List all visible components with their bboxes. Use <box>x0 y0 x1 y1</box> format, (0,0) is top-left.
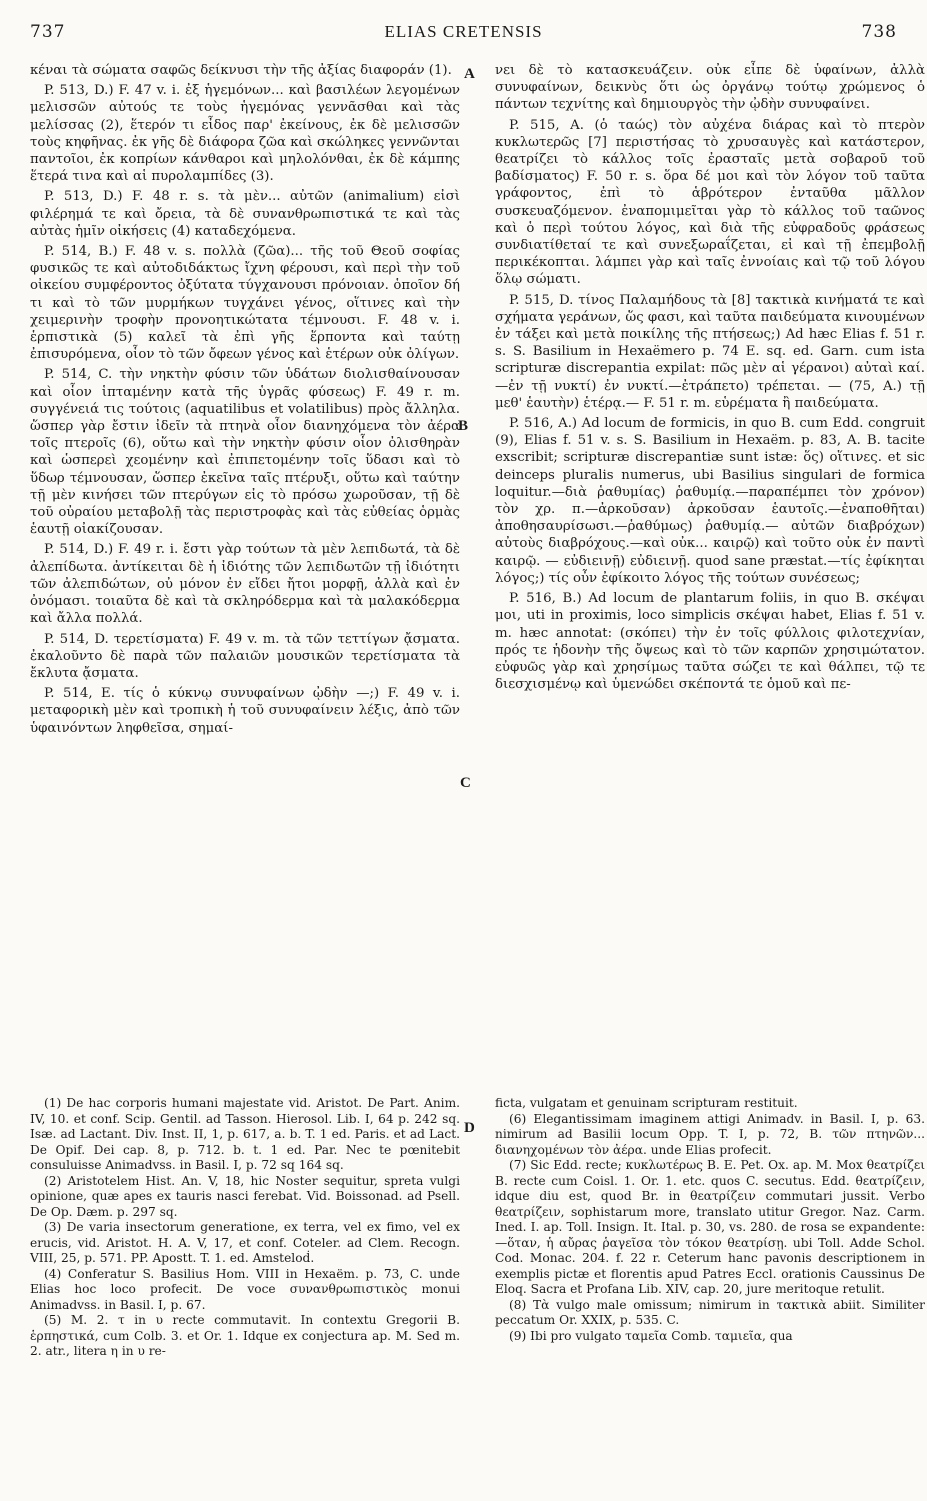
right-text-column <box>495 62 925 693</box>
left-text-column <box>30 62 460 737</box>
margin-letter-c: C <box>460 775 471 791</box>
footnote: (4) Conferatur S. Basilius Hom. VIII in Hexaëm. p. 73, C. unde Elias hoc loco profecit. De voce συνανθρωπιστικὸς monui Animadvss. in Basil. I, p. 67. <box>30 1266 460 1312</box>
margin-letter-a: A <box>464 66 475 82</box>
left-footnotes <box>30 1096 460 1360</box>
margin-letter-b: B <box>458 418 469 434</box>
paragraph: P. 516, B.) Ad locum de plantarum foliis, in quo B. σκέψαι μοι, uti in proximis, loco simplicis σκέψαι habet, Elias f. 51 v. m. hæc annotat: (σκόπει) τὴν ἐν τοῖς φύλλοις φιλοτεχνίαν, πρός τε ἡδονὴν τῆς ὄψεως καὶ τὸ τῶν καρπῶν χρησιμώτατον. εὐφυῶς γὰρ καὶ χρησίμως ταῦτα σώζει τε καὶ θάλπει, τῷ τε διεσχισμένῳ καὶ ὑμενώδει σκέποντά τε ὁμοῦ καὶ πε- <box>495 591 925 693</box>
paragraph: P. 514, D.) F. 49 r. i. ἔστι γὰρ τούτων τὰ μὲν λεπιδωτά, τὰ δὲ ἀλεπίδωτα. ἀντίκειται δὲ ἡ ἰδιότης τῶν λεπιδωτῶν τῇ ἰδιότητι τῶν ἀλεπιδώτων, οὐ μόνον ἐν εἴδει ἤτοι μορφῇ, ἀλλὰ καὶ ἐν ὀνόμασι. τοιαῦτα δὲ καὶ τὰ σκληρόδερμα καὶ τὰ μαλακόδερμα καὶ ἄλλα πολλά. <box>30 542 460 627</box>
paragraph: P. 514, E. τίς ὁ κύκνῳ συνυφαίνων ᾠδὴν —;) F. 49 v. i. μεταφορικὴ μὲν καὶ τροπικὴ ἡ τοῦ συνυφαίνειν λέξις, ἀπὸ τῶν ὑφαινόντων ληφθεῖσα, σημαί- <box>30 686 460 736</box>
footnote: (9) Ibi pro vulgato ταμεῖα Comb. ταμιεῖα, qua <box>509 1328 793 1343</box>
footnote: (3) De varia insectorum generatione, ex terra, vel ex fimo, vel ex erucis, vid. Aristot. H. A. V, 17, et conf. Coteler. ad Clem. Recogn. VIII, 25, p. 571. PP. Apostt. T. 1. ed. Amsteloḋ. <box>30 1220 460 1265</box>
footnote: (8) Τὰ vulgo male omissum; nimirum in τακτικὰ abiit. Similiter peccatum Or. XXIX, p. 535. C. <box>495 1297 925 1327</box>
page-number-right: 738 <box>861 22 897 42</box>
paragraph: P. 513, D.) F. 48 r. s. τὰ μὲν... αὐτῶν (animalium) εἰσὶ φιλέρημά τε καὶ ὄρεια, τὰ δὲ συνανθρωπιστικά τε καὶ τὰς αὐτὰς ἡμῖν οἰκήσεις (4) καταδεχόμενα. <box>30 189 460 239</box>
right-footnotes <box>495 1096 925 1344</box>
paragraph: P. 513, D.) F. 47 v. i. ἐξ ἡγεμόνων... καὶ βασιλέων λεγομένων μελισσῶν αὐτούς τε τοὺς ἡγεμόνας γεννᾶσθαι καὶ τὰς μελίσσας (2), ἕτερόν τι εἶδος παρ' ἐκείνους, ἐκ δὲ μελισσῶν τοὺς κηφῆνας. ἐκ γῆς δὲ διάφορα ζῶα καὶ σκώληκες γεννῶνται παντοῖοι, ἐκ κοπρίων κάνθαροι καὶ μηλολόνθαι, ἐκ δὲ κάμπης ἕτερά τινα καὶ αἱ πυρολαμπίδες (3). <box>30 83 460 185</box>
running-title: ELIAS CRETENSIS <box>384 22 543 41</box>
footnote: (1) De hac corporis humani majestate vid. Aristot. De Part. Anim. IV, 10. et conf. Scip. Gentil. ad Tasson. Hierosol. Lib. I, 64 p. 242 sq. Isæ. ad Lactant. Div. Inst. II, 1, p. 617, a. b. T. 1 ed. Paris. et ad Lact. De Opif. Dei cap. 8, p. 712. b. t. 1 ed. Par. Nec te pœnitebit consuluisse Animadvss. in Basil. I, p. 72 sq 164 sq. <box>30 1096 460 1172</box>
page-number-left: 737 <box>30 22 66 42</box>
paragraph: P. 516, A.) Ad locum de formicis, in quo B. cum Edd. congruit (9), Elias f. 51 v. s. S. Basilium in Hexaëm. p. 83, A. B. tacite exscribit; scripturæ discrepantiæ sunt istæ: ὅς) οἵτινες. et sic deinceps pluralis numerus, ubi Basilius singulari de formica loquitur.—διὰ ῥαθυμίας) ῥαθυμίᾳ.—παραπέμπει τὸν χρόνον) τὸν χρ. π.—ἀρκοῦσαν) ἀρκοῦσαν ἑαυτοῖς.—ἐναποθῆται) ἀποθησαυρίσωσι.—ῥαθύμως) ῥαθυμίᾳ.— αὐτῶν διαβρόχων) αὐτοὺς διαβρόχους.—καὶ οὐκ... καιρῷ) καὶ τοῦτο οὐκ ἐν παντὶ καιρῷ. — εὐδιεινῇ) εὐδιεινῇ. quod sane præstat.—τίς ἐφίκηται λόγος;) τίς οὖν ἐφίκοιτο λόγος τῆς τούτων συνέσεως; <box>495 416 925 586</box>
footnote: (7) Sic Edd. recte; κυκλωτέρως B. E. Pet. Ox. ap. M. Mox θεατρίζει B. recte cum Coisl. 1. Or. 1. etc. quos C. secutus. Edd. θεατρίζειν, idque diu est, quod Br. in θεατρίζειν commutari jussit. Verbo θεατρίζειν, sophistarum more, translato utitur Gregor. Naz. Carm. Ined. I. ap. Toll. Insign. It. Ital. p. 30, vs. 280. de rosa se expandente: —ὅταν, ἡ αὔρας ῥαγεῖσα τὸν τόκον θεατρίσῃ. ubi Toll. Adde Schol. Cod. Monac. 204. f. 22 r. Ceterum hanc pavonis descriptionem in exemplis pictæ et florentis apud Patres Eccl. orationis Caussinus De Eloq. Sacra et Profana Lib. XIV, cap. 20, jure meritoque retulit. <box>495 1158 925 1296</box>
margin-letter-d: D <box>464 1120 475 1136</box>
page-header <box>30 22 897 50</box>
paragraph: νει δὲ τὸ κατασκευάζειν. οὐκ εἶπε δὲ ὑφαίνων, ἀλλὰ συνυφαίνων, δεικνὺς ὅτι ὡς ὀργάνῳ τούτῳ χρώμενος ὁ πάντων τεχνίτης καὶ δημιουργὸς τὴν ᾠδὴν συνυφαίνει. <box>495 63 925 113</box>
footnote-continuation: ficta, vulgatam et genuinam scripturam restituit. <box>495 1096 798 1110</box>
paragraph: P. 515, D. τίνος Παλαμήδους τὰ [8] τακτικὰ κινήματά τε καὶ σχήματα γεράνων, ὥς φασι, καὶ ταῦτα παιδεύματα κινουμένων ἐν τάξει καὶ μετὰ ποικίλης τῆς πτήσεως;) Ad hæc Elias f. 51 r. s. S. Basilium in Hexaëmero p. 74 E. sq. ed. Garn. cum ista scripturæ discrepantia expilat: πῶς μὲν αἱ γέρανοι) αὐταὶ καί.—ἐν τῇ νυκτί) ἐν νυκτί.—ἐτράπετο) τρέπεται. — (75, A.) τῇ μεθ' ἑαυτὴν) ἑτέρᾳ.— F. 51 r. m. εὑρέματα ἢ παιδεύματα. <box>495 292 925 411</box>
footnote: (2) Aristotelem Hist. An. V, 18, hic Noster sequitur, spreta vulgi opinione, quæ apes ex tauris nasci ferebat. Vid. Boissonad. ad Psell. De Op. Dæm. p. 297 sq. <box>30 1173 460 1219</box>
paragraph: P. 514, B.) F. 48 v. s. πολλὰ (ζῶα)... τῆς τοῦ Θεοῦ σοφίας φυσικῶς τε καὶ αὐτοδιδάκτως ἴχνη φέρουσι, καὶ περὶ τὴν τοῦ οἰκείου συμφέροντος ὀξύτατα τύγχανουσι πρόνοιαν. ὁποῖον δή τι καὶ τὸ τῶν μυρμήκων τυγχάνει γένος, οἵτινες καὶ τὴν χειμερινὴν τροφὴν προνοητικώτατα τέμνουσι. F. 48 v. i. ἑρπιστικὰ (5) καλεῖ τὰ ἐπὶ γῆς ἕρποντα καὶ ταύτῃ ἐπισυρόμενα, οἷον τὸ τῶν ὄφεων γένος καὶ ἑτέρων οὐκ ὀλίγων. <box>30 244 460 363</box>
paragraph: κέναι τὰ σώματα σαφῶς δείκνυσι τὴν τῆς ἀξίας διαφοράν (1). <box>30 63 452 78</box>
paragraph: P. 514, D. τερετίσματα) F. 49 v. m. τὰ τῶν τεττίγων ᾄσματα. ἐκαλοῦντο δὲ παρὰ τῶν παλαιῶν μουσικῶν τερετίσματα τὰ ἔκλυτα ᾄσματα. <box>30 631 460 681</box>
paragraph: P. 515, A. (ὁ ταώς) τὸν αὐχένα διάρας καὶ τὸ πτερὸν κυκλωτερῶς [7] περιστήσας τὸ χρυσαυγὲς καὶ κατάστερον, θεατρίζει τὸ κάλλος τοῖς ἐρασταῖς μετὰ σοβαροῦ τοῦ βαδίσματος) F. 50 r. s. ὅρα δέ μοι καὶ τὸν λόγον τοῦ ταῦτα γράφοντος, ἐπὶ τὸ ἁβρότερον ἐνταῦθα μᾶλλον συσκευαζόμενον. ἐναπομιμεῖται γὰρ τὸ κάλλος τοῦ ταῶνος καὶ ὁ περὶ τούτου λόγος, καὶ διὰ τῆς εὐφραδοῦς φράσεως συνδιατίθεταί τε καὶ συνεξωραΐζεται, εἰ καὶ τῇ ἐπεμβολῇ περικέκοπται. λάμπει γὰρ καὶ ταῖς ἐννοίαις καὶ τῷ τοῦ λόγου ὅλῳ σώματι. <box>495 117 925 288</box>
paragraph: P. 514, C. τὴν νηκτὴν φύσιν τῶν ὑδάτων διολισθαίνουσαν καὶ οἷον ἱπταμένην κατὰ τῆς ὑγρᾶς φύσεως) F. 49 r. m. συγγένειά τις τούτοις (aquatilibus et volatilibus) πρὸς ἄλληλα. ὥσπερ γὰρ ἔστιν ἰδεῖν τὰ πτηνὰ οἷον διανηχόμενα τὸν ἀέρα τοῖς πτεροῖς (6), οὕτω καὶ τὴν νηκτὴν φύσιν οἷον ὀλισθηρὰν καὶ ὡσπερεὶ χεομένην καὶ ἐπιπετομένην τοῖς ὕδασι καὶ τὸ ὕδωρ τέμνουσαν, ὥσπερ ἐκεῖνα ταῖς πτέρυξι, οὕτω καὶ ταύτην τῇ μὲν κινήσει τῶν πτερύγων εἰς τὸ πρόσω χωροῦσαν, τῇ δὲ τοῦ οὐραίου μεταβολῇ τὰς περιστροφὰς καὶ τὰς εὐθείας ὁρμὰς ἑαυτῇ οἰακίζουσαν. <box>30 367 460 538</box>
footnote: (5) M. 2. τ in υ recte commutavit. In contextu Gregorii B. ἑρπηστικά, cum Colb. 3. et Or. 1. Idque ex conjectura ap. M. Sed m. 2. atr., litera η in υ re- <box>30 1313 460 1358</box>
footnote: (6) Elegantissimam imaginem attigi Animadv. in Basil. I, p. 63. nimirum ad Basilii locum Opp. T. I, p. 72, B. τῶν πτηνῶν... διανηχομένων τὸν ἀέρα. unde Elias profecit. <box>495 1111 925 1157</box>
